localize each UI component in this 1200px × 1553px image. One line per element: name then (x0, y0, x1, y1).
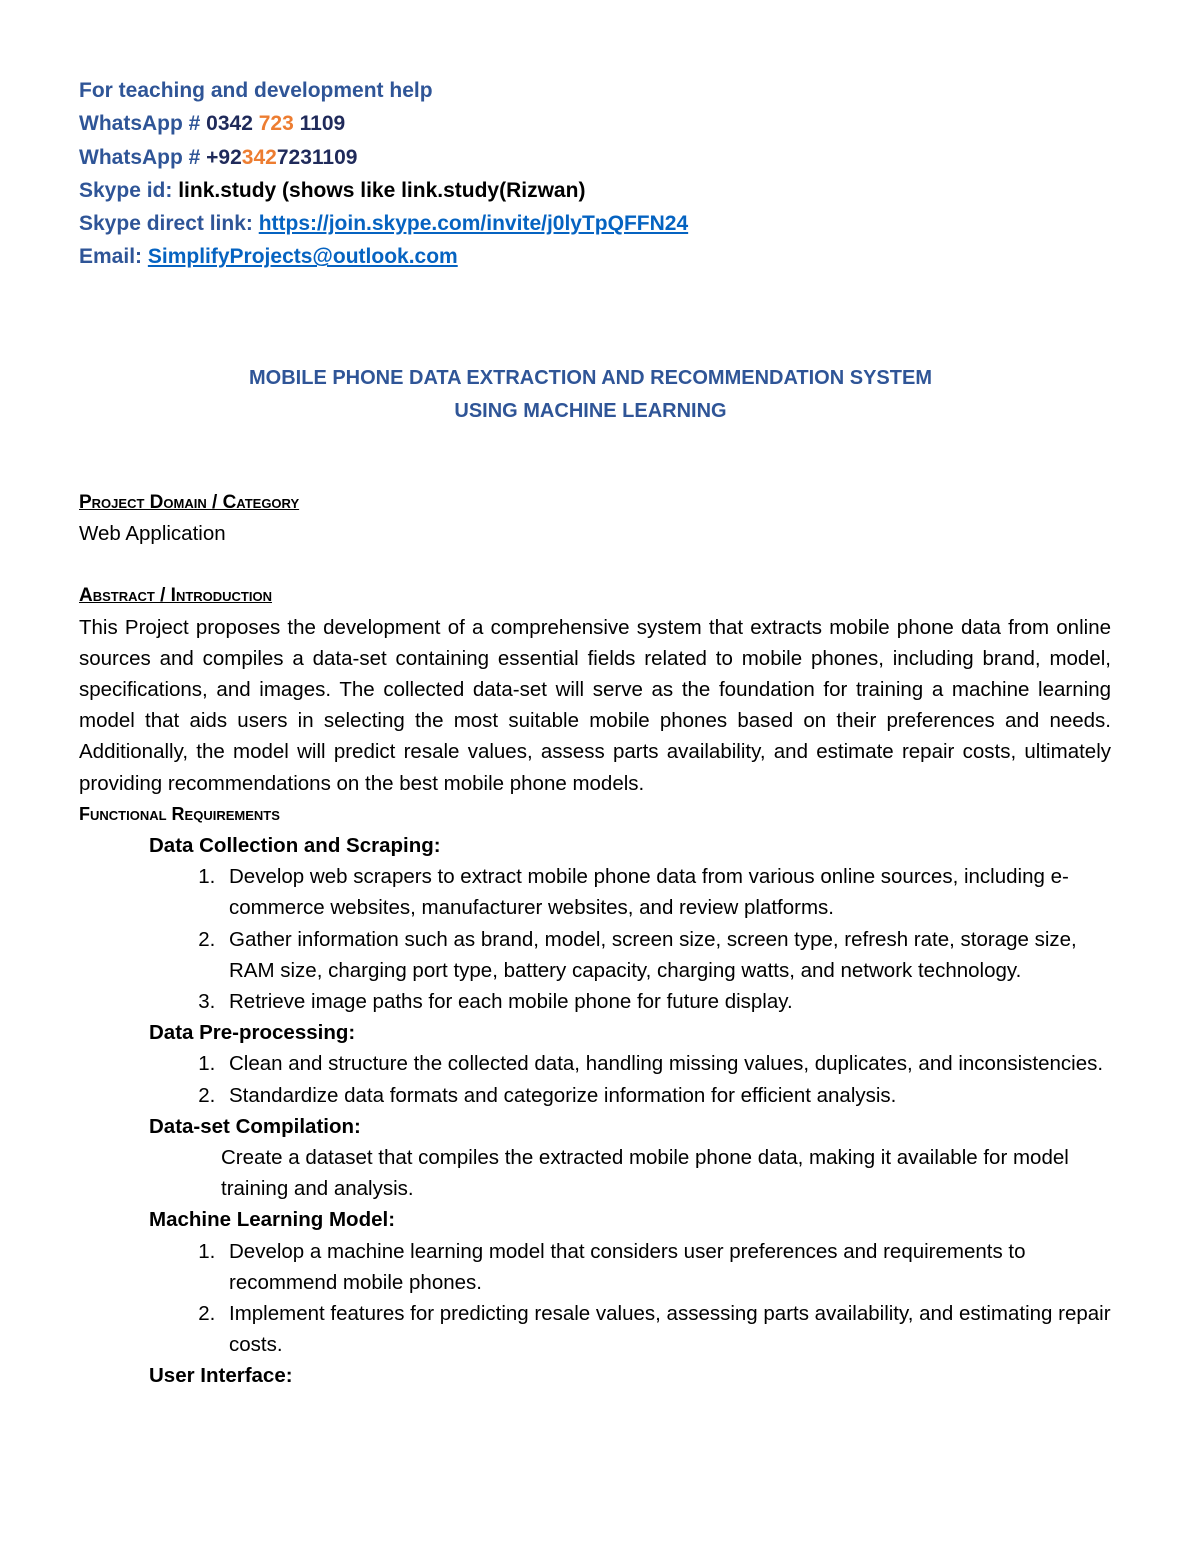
skype-value: link.study (shows like link.study(Rizwan) (178, 178, 586, 202)
section-title: Data-set Compilation: (149, 1114, 361, 1138)
contact-intro: For teaching and development help (79, 79, 433, 102)
skype-direct-line (79, 207, 688, 240)
section-title: Data Pre-processing: (149, 1021, 356, 1045)
title-line-1: MOBILE PHONE DATA EXTRACTION AND RECOMMENDATION SYSTEM (249, 367, 932, 389)
list-item: 2. Gather information such as brand, model, screen size, screen type, refresh rate, storage size, RAM size, charging port type, battery capacity, charging watts, and network technology. (221, 924, 1111, 986)
list-item: 1. Develop web scrapers to extract mobile phone data from various online sources, including e-commerce websites, manufacturer websites, and review platforms. (221, 861, 1111, 923)
abstract-heading: Abstract / Introduction (79, 585, 272, 607)
email-line (79, 240, 688, 273)
scraping-list (79, 861, 1111, 1017)
list-item: 2. Standardize data formats and categorize information for efficient analysis. (221, 1080, 1111, 1111)
document-body (79, 487, 1111, 1392)
skype-direct-link[interactable]: https://join.skype.com/invite/j0lyTpQFFN24 (258, 212, 689, 236)
ml-model-list (79, 1236, 1111, 1361)
section-title: Data Collection and Scraping: (149, 834, 441, 858)
whatsapp-number-part: 0342 (206, 112, 259, 136)
whatsapp-line-1 (79, 107, 688, 140)
section-title: User Interface: (149, 1364, 293, 1388)
abstract-text: This Project proposes the development of a comprehensive system that extracts mobile phone data from online sources and compiles a data-set containing essential fields related to mobile phones, including brand, model, specifications, and images. The collected data-set will serve as the foundation for training a machine learning model that aids users in selecting the most suitable mobile phones based on their preferences and needs. Additionally, the model will predict resale values, assess parts availability, and estimate repair costs, ultimately providing recommendations on the best mobile phone models. (79, 615, 1111, 795)
whatsapp-label: WhatsApp # (79, 112, 207, 136)
domain-heading: Project Domain / Category (79, 492, 300, 513)
email-label: Email: (79, 245, 148, 269)
whatsapp-number-part: 7231109 (276, 145, 358, 169)
skype-id-line (79, 174, 688, 207)
whatsapp-number-part: 723 (258, 112, 294, 136)
email-link[interactable]: SimplifyProjects@outlook.com (147, 245, 458, 269)
whatsapp-number-part: 342 (241, 145, 277, 169)
list-item: 3. Retrieve image paths for each mobile phone for future display. (221, 986, 1111, 1017)
compilation-text: Create a dataset that compiles the extracted mobile phone data, making it available for model training and analysis. (221, 1146, 1069, 1201)
list-item: 1. Clean and structure the collected data, handling missing values, duplicates, and inconsistencies. (221, 1048, 1111, 1079)
functional-heading: Functional Requirements (79, 803, 280, 824)
document-title (0, 362, 1181, 428)
list-item: 1. Develop a machine learning model that considers user preferences and requirements to recommend mobile phones. (221, 1236, 1111, 1298)
list-item: 2. Implement features for predicting resale values, assessing parts availability, and estimating repair costs. (221, 1298, 1111, 1360)
whatsapp-number-part: 1109 (293, 112, 346, 136)
skype-label: Skype id: (79, 178, 179, 202)
title-line-2: USING MACHINE LEARNING (454, 400, 727, 422)
section-title: Machine Learning Model: (149, 1208, 396, 1232)
whatsapp-line-2 (79, 141, 688, 174)
whatsapp-label: WhatsApp # (79, 145, 207, 169)
preprocessing-list (79, 1048, 1111, 1110)
whatsapp-number-part: +92 (206, 145, 242, 169)
domain-value: Web Application (79, 522, 226, 546)
skype-direct-label: Skype direct link: (79, 212, 259, 236)
contact-block (79, 74, 688, 274)
